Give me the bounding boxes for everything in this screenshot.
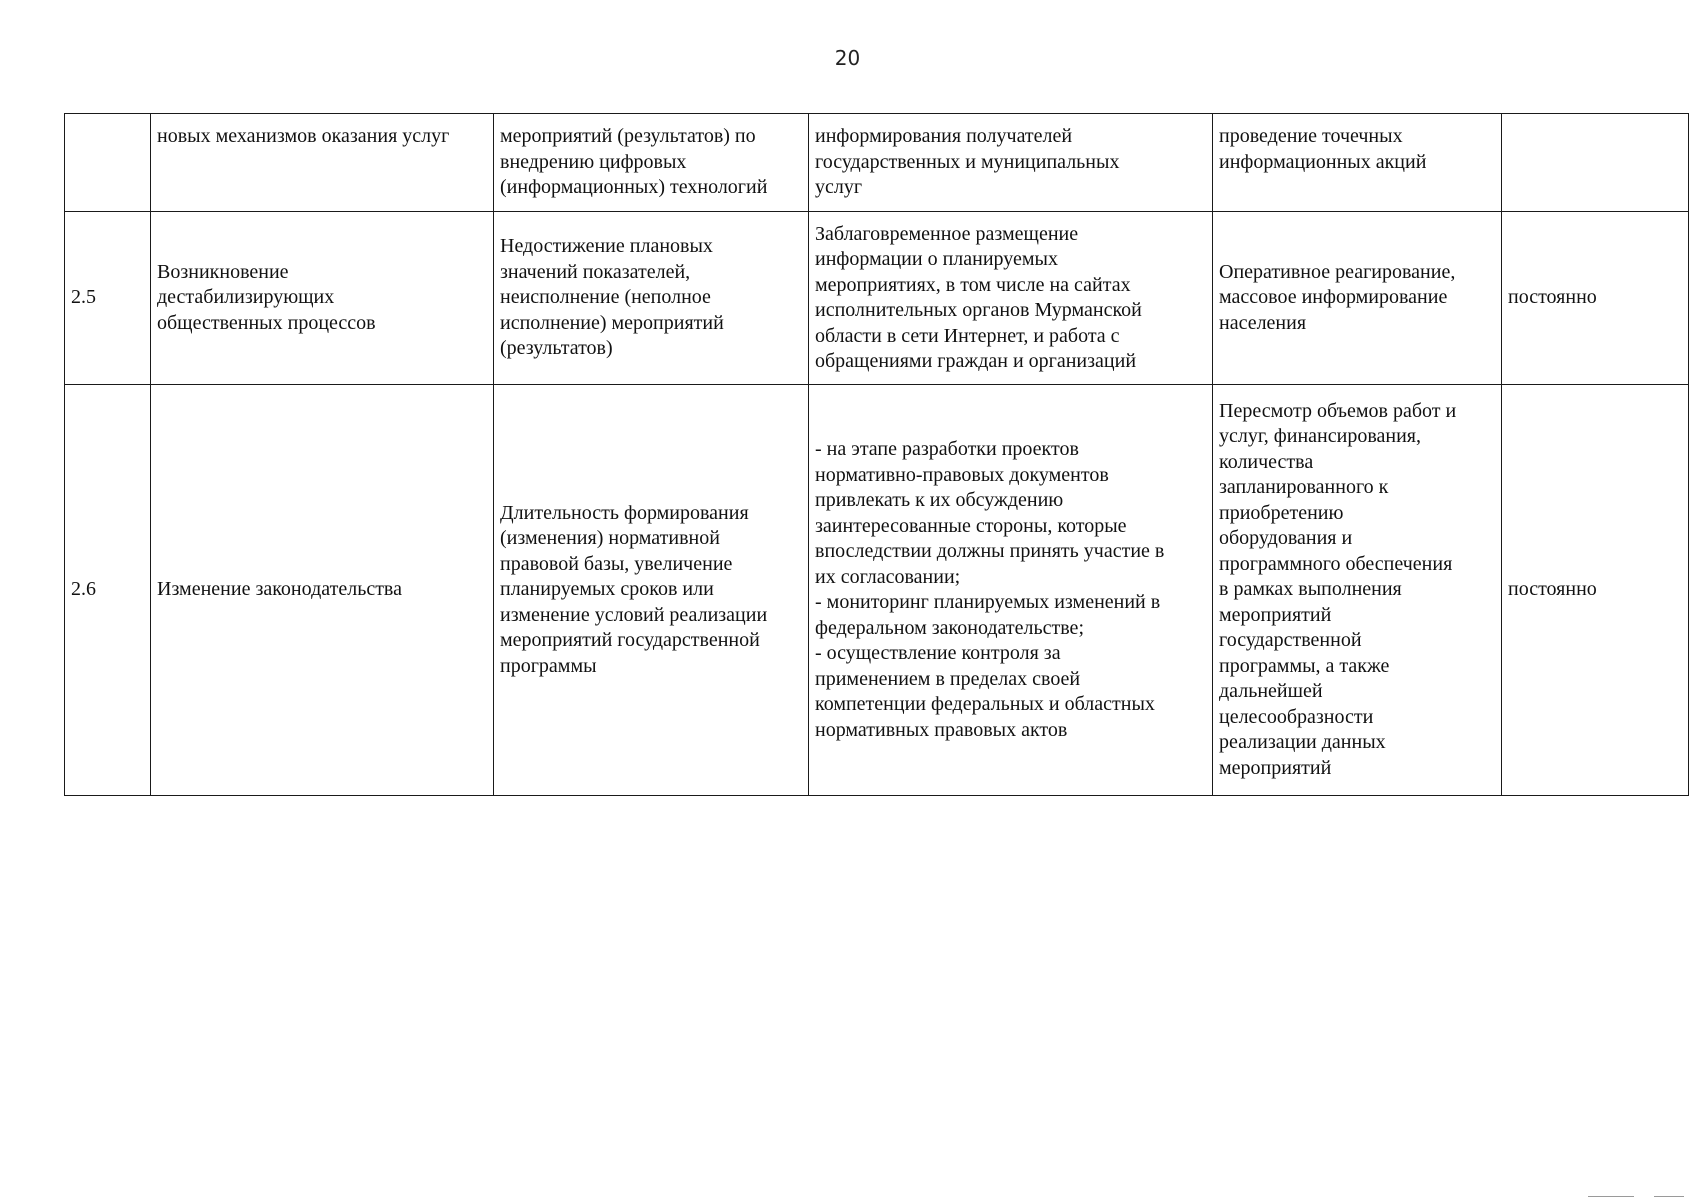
prevention-measures-cell [809, 212, 1213, 385]
risk-cell [151, 212, 494, 385]
cell-text-line: услуг, финансирования, [1219, 425, 1421, 448]
cell-text-line: нормативно-правовых документов [815, 463, 1109, 486]
cell-text-line: планируемых сроков или [500, 578, 714, 601]
risk-cell [151, 385, 494, 796]
cell-text-line: неисполнение (неполное [500, 286, 711, 309]
cell-text-line: оборудования и [1219, 527, 1353, 550]
cell-text-line: населения [1219, 311, 1307, 334]
term-cell: постоянно [1502, 212, 1689, 385]
cell-text-line: - осуществление контроля за [815, 642, 1061, 664]
cell-text-line: значений показателей, [500, 260, 691, 283]
cell-text-line: их согласовании; [815, 565, 961, 588]
cell-text-line: заинтересованные стороны, которые [815, 514, 1127, 537]
row-number-cell: 2.6 [65, 385, 151, 796]
cell-text-line: Недостижение плановых [500, 235, 713, 258]
cell-text-line: компетенции федеральных и областных [815, 693, 1155, 715]
cell-text-line: мероприятий государственной [500, 629, 760, 652]
risk-cell [151, 114, 494, 212]
cell-text-line: массовое информирование [1219, 286, 1448, 309]
table-row-2-5 [65, 212, 1689, 385]
cell-text-line: государственных и муниципальных [815, 150, 1120, 173]
response-measures-cell [1213, 385, 1502, 796]
response-measures-cell [1213, 114, 1502, 212]
cell-text-line: впоследствии должны принять участие в [815, 540, 1165, 562]
row-number-cell: 2.5 [65, 212, 151, 385]
cell-text-line: мероприятий [1219, 756, 1332, 779]
table-row-2-6 [65, 385, 1689, 796]
cell-text-line: мероприятиях, в том числе на сайтах [815, 273, 1131, 296]
cell-text-line: государственной [1219, 629, 1362, 652]
cell-text-line: информирования получателей [815, 125, 1073, 147]
scan-mark [1654, 1196, 1684, 1197]
row-number-cell [65, 114, 151, 212]
cell-text-line: информации о планируемых [815, 248, 1058, 270]
scan-mark [1588, 1196, 1634, 1197]
cell-text-line: Пересмотр объемов работ и [1219, 399, 1457, 422]
consequence-cell [494, 212, 809, 385]
term-cell: постоянно [1502, 385, 1689, 796]
cell-text-line: проведение точечных [1219, 125, 1403, 147]
cell-text-line: дестабилизирующих [157, 286, 335, 309]
cell-text-line: программы, а также [1219, 654, 1390, 677]
consequence-cell [494, 385, 809, 796]
cell-text-line: Длительность формирования [500, 501, 749, 524]
cell-text-line: нормативных правовых актов [815, 718, 1068, 741]
cell-text-line: программы [500, 654, 597, 677]
cell-text-line: программного обеспечения [1219, 552, 1453, 575]
cell-text-line: исполнительных органов Мурманской [815, 299, 1142, 321]
cell-text-line: приобретению [1219, 501, 1344, 524]
page-number: 20 [834, 46, 861, 70]
cell-text-line: (результатов) [500, 337, 613, 360]
risk-table [64, 113, 1689, 796]
cell-text-line: - на этапе разработки проектов [815, 438, 1079, 460]
cell-text-line: дальнейшей [1219, 680, 1323, 703]
cell-text-line: федеральном законодательстве; [815, 616, 1084, 639]
cell-text-line: Оперативное реагирование, [1219, 260, 1456, 283]
cell-text-line: мероприятий (результатов) по [500, 125, 756, 147]
response-measures-cell [1213, 212, 1502, 385]
cell-text-line: услуг [815, 176, 863, 198]
prevention-measures-cell [809, 385, 1213, 796]
cell-text-line: обращениями граждан и организаций [815, 350, 1137, 372]
prevention-measures-cell [809, 114, 1213, 212]
cell-text-line: количества [1219, 450, 1314, 473]
cell-text-line: Заблаговременное размещение [815, 222, 1079, 245]
cell-text-line: новых механизмов оказания услуг [157, 125, 450, 147]
cell-text-line: - мониторинг планируемых изменений в [815, 591, 1161, 613]
cell-text-line: информационных акций [1219, 150, 1427, 173]
cell-text-line: (изменения) нормативной [500, 527, 720, 550]
table-row-continued [65, 114, 1689, 212]
cell-text-line: реализации данных [1219, 731, 1386, 754]
cell-text-line: запланированного к [1219, 476, 1389, 499]
cell-text-line: в рамках выполнения [1219, 578, 1402, 601]
cell-text-line: области в сети Интернет, и работа с [815, 324, 1120, 347]
cell-text-line: изменение условий реализации [500, 603, 768, 626]
cell-text-line: целесообразности [1219, 705, 1374, 728]
cell-text-line: Возникновение [157, 260, 289, 283]
cell-text-line: исполнение) мероприятий [500, 311, 724, 334]
cell-text-line: мероприятий [1219, 603, 1332, 626]
consequence-cell [494, 114, 809, 212]
cell-text-line: Изменение законодательства [157, 578, 402, 601]
cell-text-line: (информационных) технологий [500, 176, 768, 198]
cell-text-line: правовой базы, увеличение [500, 552, 733, 575]
cell-text-line: общественных процессов [157, 311, 376, 334]
cell-text-line: применением в пределах своей [815, 667, 1081, 690]
cell-text-line: привлекать к их обсуждению [815, 489, 1064, 511]
term-cell [1502, 114, 1689, 212]
cell-text-line: внедрению цифровых [500, 150, 687, 173]
